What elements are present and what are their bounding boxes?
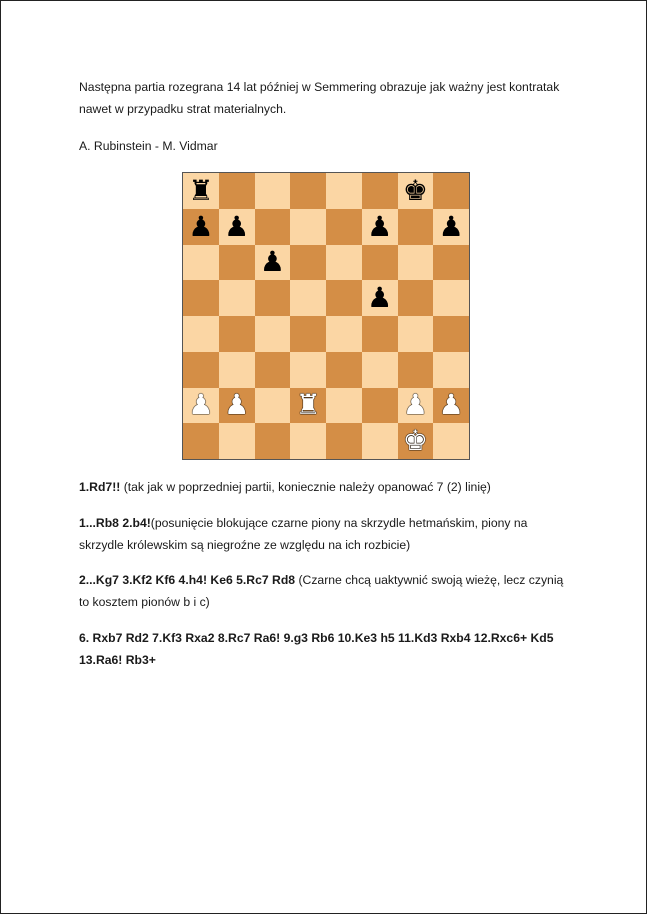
- board-square: [326, 173, 362, 209]
- white-pawn-icon: ♟: [188, 388, 214, 422]
- white-rook-icon: ♜: [295, 388, 321, 422]
- board-square: [290, 423, 326, 459]
- black-pawn-icon: ♟: [259, 245, 285, 279]
- board-square: [433, 352, 469, 388]
- board-square: [255, 352, 291, 388]
- board-square: [255, 209, 291, 245]
- board-square: [326, 316, 362, 352]
- white-pawn-icon: ♟: [438, 388, 464, 422]
- board-square: [326, 388, 362, 424]
- black-rook-icon: ♜: [188, 173, 214, 207]
- players-line: A. Rubinstein - M. Vidmar: [79, 139, 218, 153]
- board-square: [433, 316, 469, 352]
- move-paragraph-1: [79, 476, 569, 498]
- board-square: [398, 280, 434, 316]
- board-square: [255, 423, 291, 459]
- board-square: [362, 209, 398, 245]
- white-pawn-icon: ♟: [402, 388, 428, 422]
- move-comment: (posunięcie blokujące czarne piony na skrzydle hetmańskim, piony na skrzydle królewskim są niegroźne ze względu na ich rozbicie): [79, 516, 528, 552]
- board-square: [290, 173, 326, 209]
- move-paragraph-3: [79, 569, 569, 613]
- board-square: [433, 173, 469, 209]
- move-paragraph-2: [79, 512, 569, 556]
- white-king-icon: ♚: [402, 424, 428, 458]
- board-square: [433, 245, 469, 281]
- board-square: [326, 209, 362, 245]
- black-pawn-icon: ♟: [367, 209, 393, 243]
- black-pawn-icon: ♟: [438, 209, 464, 243]
- board-square: [183, 316, 219, 352]
- board-square: [255, 316, 291, 352]
- board-square: [398, 423, 434, 459]
- board-square: [398, 173, 434, 209]
- board-square: [183, 280, 219, 316]
- black-pawn-icon: ♟: [224, 209, 250, 243]
- board-square: [362, 280, 398, 316]
- board-square: [362, 352, 398, 388]
- board-square: [362, 316, 398, 352]
- white-pawn-icon: ♟: [224, 388, 250, 422]
- board-square: [219, 316, 255, 352]
- board-square: [433, 209, 469, 245]
- board-square: [290, 280, 326, 316]
- move-paragraph-4: [79, 627, 569, 671]
- board-square: [362, 173, 398, 209]
- black-pawn-icon: ♟: [188, 209, 214, 243]
- black-king-icon: ♚: [402, 173, 428, 207]
- board-square: [362, 245, 398, 281]
- board-square: [290, 316, 326, 352]
- board-square: [290, 245, 326, 281]
- board-square: [219, 173, 255, 209]
- board-square: [326, 423, 362, 459]
- move-notation: 1.Rd7!!: [79, 480, 121, 494]
- board-square: [219, 388, 255, 424]
- board-square: [255, 245, 291, 281]
- board-square: [290, 209, 326, 245]
- board-square: [433, 280, 469, 316]
- board-square: [326, 245, 362, 281]
- board-square: [398, 388, 434, 424]
- board-square: [183, 245, 219, 281]
- intro-paragraph: Następna partia rozegrana 14 lat później w Semmering obrazuje jak ważny jest kontratak nawet w przypadku strat materialnych.: [79, 80, 560, 116]
- board-square: [362, 423, 398, 459]
- move-notation: 6. Rxb7 Rd2 7.Kf3 Rxa2 8.Rc7 Ra6! 9.g3 Rb6 10.Ke3 h5 11.Kd3 Rxb4 12.Rxc6+ Kd5 13.Ra6! Rb3+: [79, 631, 554, 667]
- board-square: [183, 388, 219, 424]
- board-square: [362, 388, 398, 424]
- board-square: [398, 316, 434, 352]
- board-square: [433, 423, 469, 459]
- move-comment: (Czarne chcą uaktywnić swoją wieżę, lecz czynią to kosztem pionów b i c): [79, 573, 564, 609]
- board-square: [219, 209, 255, 245]
- move-comment: (tak jak w poprzedniej partii, koniecznie należy opanować 7 (2) linię): [120, 480, 491, 494]
- move-notation: 1...Rb8 2.b4!: [79, 516, 151, 530]
- board-square: [255, 388, 291, 424]
- board-square: [290, 388, 326, 424]
- board-square: [326, 280, 362, 316]
- board-square: [219, 245, 255, 281]
- chess-board: [182, 172, 470, 460]
- board-square: [255, 173, 291, 209]
- board-square: [219, 280, 255, 316]
- board-square: [255, 280, 291, 316]
- board-square: [290, 352, 326, 388]
- board-square: [433, 388, 469, 424]
- board-square: [398, 209, 434, 245]
- board-square: [326, 352, 362, 388]
- move-notation: 2...Kg7 3.Kf2 Kf6 4.h4! Ke6 5.Rc7 Rd8: [79, 573, 296, 587]
- board-square: [183, 423, 219, 459]
- board-square: [183, 173, 219, 209]
- board-square: [398, 352, 434, 388]
- black-pawn-icon: ♟: [367, 281, 393, 315]
- board-square: [183, 352, 219, 388]
- board-square: [219, 423, 255, 459]
- board-square: [398, 245, 434, 281]
- board-square: [183, 209, 219, 245]
- board-square: [219, 352, 255, 388]
